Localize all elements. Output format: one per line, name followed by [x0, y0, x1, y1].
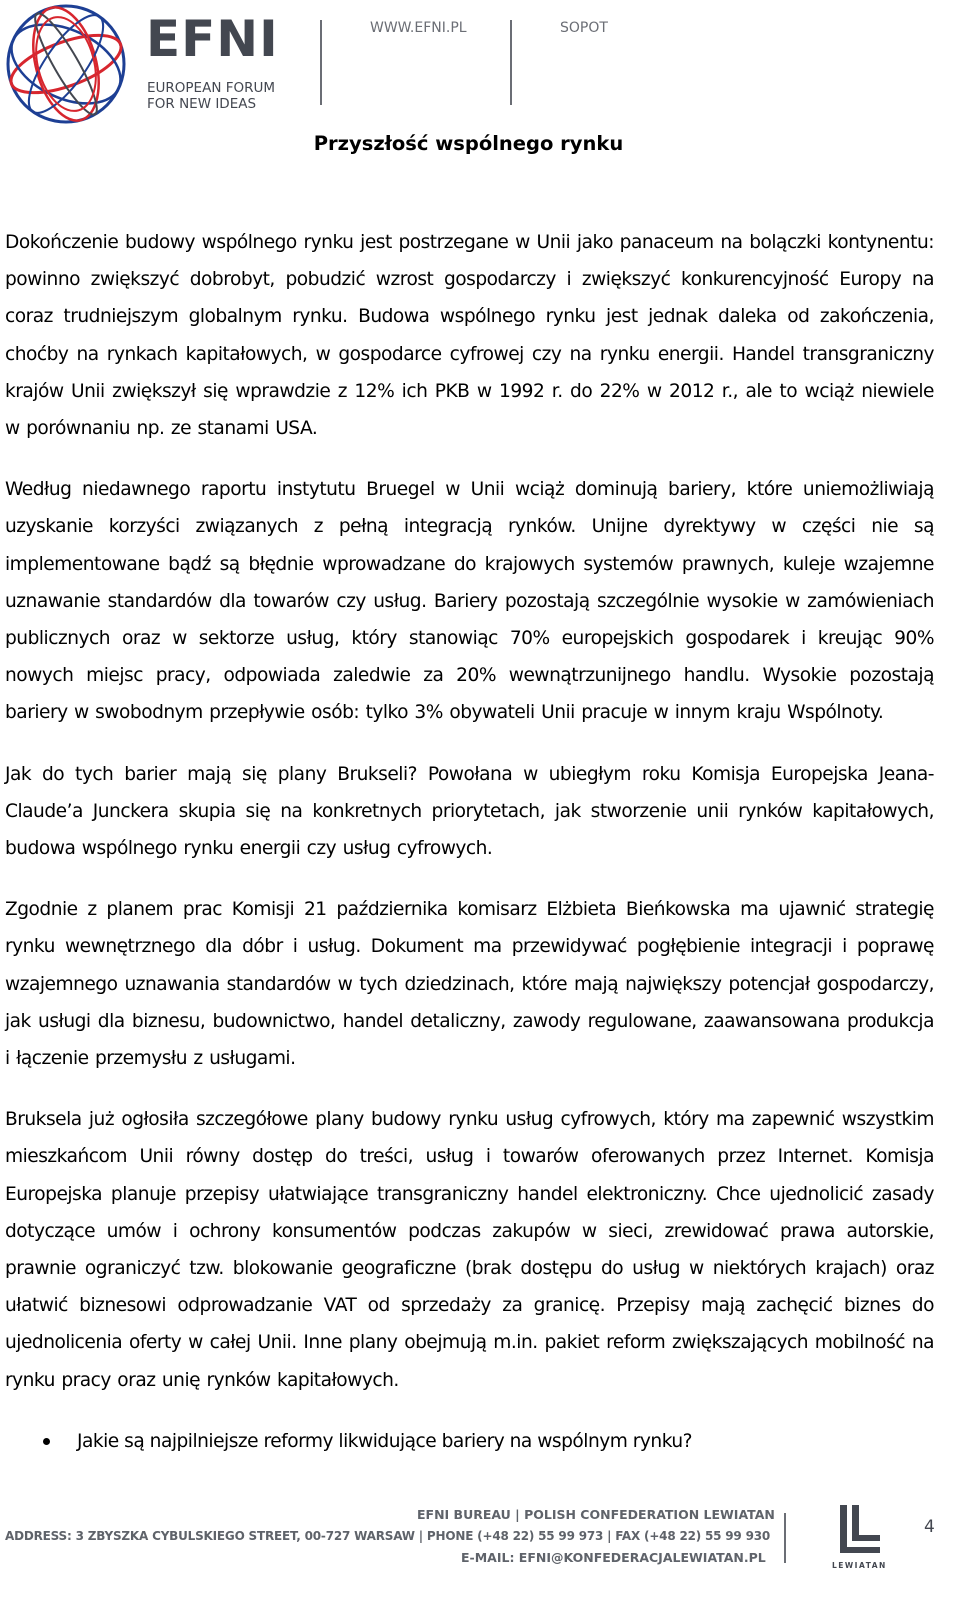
paragraph: Jak do tych barier mają się plany Brukseli? Powołana w ubiegłym roku Komisja Europejska Jeana-Claude’a Junckera skupia się na konkretnych priorytetach, jak stworzenie unii rynków kapitałowych, budowa wspólnego rynku energii czy usług cyfrowych.: [5, 763, 934, 860]
page-number: 4: [924, 1517, 935, 1537]
footer-organization: EFNI BUREAU | POLISH CONFEDERATION LEWIATAN: [417, 1507, 775, 1522]
header-divider: [320, 20, 322, 105]
logo-subtitle: [147, 80, 275, 112]
paragraph: Bruksela już ogłosiła szczegółowe plany budowy rynku usług cyfrowych, który ma zapewnić wszystkim mieszkańcom Unii równy dostęp do treści, usług i towarów oferowanych przez Internet. Komisja Europejska planuje przepisy ułatwiające transgraniczny handel elektroniczny. Chce ujednolicić zasady dotyczące umów i ochrony konsumentów podczas zakupów w sieci, zrewidować prawa autorskie, prawnie ograniczyć tzw. blokowanie geograficzne (brak dostępu do usług w niektórych krajach) oraz ułatwić biznesowi odprowadzanie VAT od sprzedaży za granicę. Przepisy mają zachęcić biznes do ujednolicenia oferty w całej Unii. Inne plany obejmują m.in. pakiet reform zwiększających mobilność na rynku pracy oraz unię rynków kapitałowych.: [5, 1109, 934, 1391]
paragraph: Zgodnie z planem prac Komisji 21 października komisarz Elżbieta Bieńkowska ma ujawnić strategię rynku wewnętrznego dla dóbr i usług. Dokument ma przewidywać pogłębienie integracji i poprawę wzajemnego uznawania standardów w tych dziedzinach, które mają największy potencjał gospodarczy, jak usługi dla biznesu, budownictwo, handel detaliczny, zawody regulowane, zaawansowana produkcja i łączenie przemysłu z usługami.: [5, 899, 934, 1070]
logo-wordmark: EFNI: [146, 10, 279, 68]
bullet-icon: [43, 1438, 50, 1445]
footer-address: ADDRESS: 3 ZBYSZKA CYBULSKIEGO STREET, 00-727 WARSAW | PHONE (+48 22) 55 99 973 | FAX (+48 22) 55 99 930: [5, 1529, 771, 1543]
question-list: [5, 1423, 934, 1460]
footer-divider: [784, 1513, 786, 1563]
list-item: [77, 1423, 934, 1460]
page-footer: [0, 1495, 960, 1612]
footer-email[interactable]: E-MAIL: EFNI@KONFEDERACJALEWIATAN.PL: [461, 1550, 766, 1565]
lewiatan-logo-icon: [830, 1503, 890, 1561]
header-divider: [510, 20, 512, 105]
logo-subtitle-line-1: EUROPEAN FORUM: [147, 80, 276, 96]
website-link[interactable]: WWW.EFNI.PL: [370, 20, 467, 36]
location-label: SOPOT: [560, 20, 608, 36]
logo-subtitle-line-2: FOR NEW IDEAS: [147, 96, 257, 112]
lewiatan-brand-name: LEWIATAN: [832, 1561, 887, 1570]
efni-globe-logo-icon: [0, 0, 135, 130]
paragraph: Według niedawnego raportu instytutu Bruegel w Unii wciąż dominują bariery, które uniemożliwiają uzyskanie korzyści związanych z pełną integracją rynków. Unijne dyrektywy w części nie są implementowane bądź są błędnie wprowadzane do krajowych systemów prawnych, kuleje wzajemne uznawanie standardów dla towarów czy usług. Bariery pozostają szczególnie wysokie w zamówieniach publicznych oraz w sektorze usług, który stanowiąc 70% europejskich gospodarek i kreując 90% nowych miejsc pracy, odpowiada zaledwie za 20% wewnątrzunijnego handlu. Wysokie pozostają bariery w swobodnym przepływie osób: tylko 3% obywateli Unii pracuje w innym kraju Wspólnoty.: [5, 479, 934, 724]
paragraph: Dokończenie budowy wspólnego rynku jest postrzegane w Unii jako panaceum na bolączki kontynentu: powinno zwiększyć dobrobyt, pobudzić wzrost gospodarczy i zwiększyć konkurencyjność Europy na coraz trudniejszym globalnym rynku. Budowa wspólnego rynku jest jednak daleka od zakończenia, choćby na rynkach kapitałowych, w gospodarce cyfrowej czy na rynku energii. Handel transgraniczny krajów Unii zwiększył się wprawdzie z 12% ich PKB w 1992 r. do 22% w 2012 r., ale to wciąż niewiele w porównaniu np. ze stanami USA.: [5, 232, 934, 440]
page-header: [0, 0, 960, 130]
document-body: [5, 224, 934, 1460]
document-title: Przyszłość wspólnego rynku: [313, 132, 624, 155]
list-item-text: Jakie są najpilniejsze reformy likwidujące bariery na wspólnym rynku?: [77, 1430, 693, 1452]
